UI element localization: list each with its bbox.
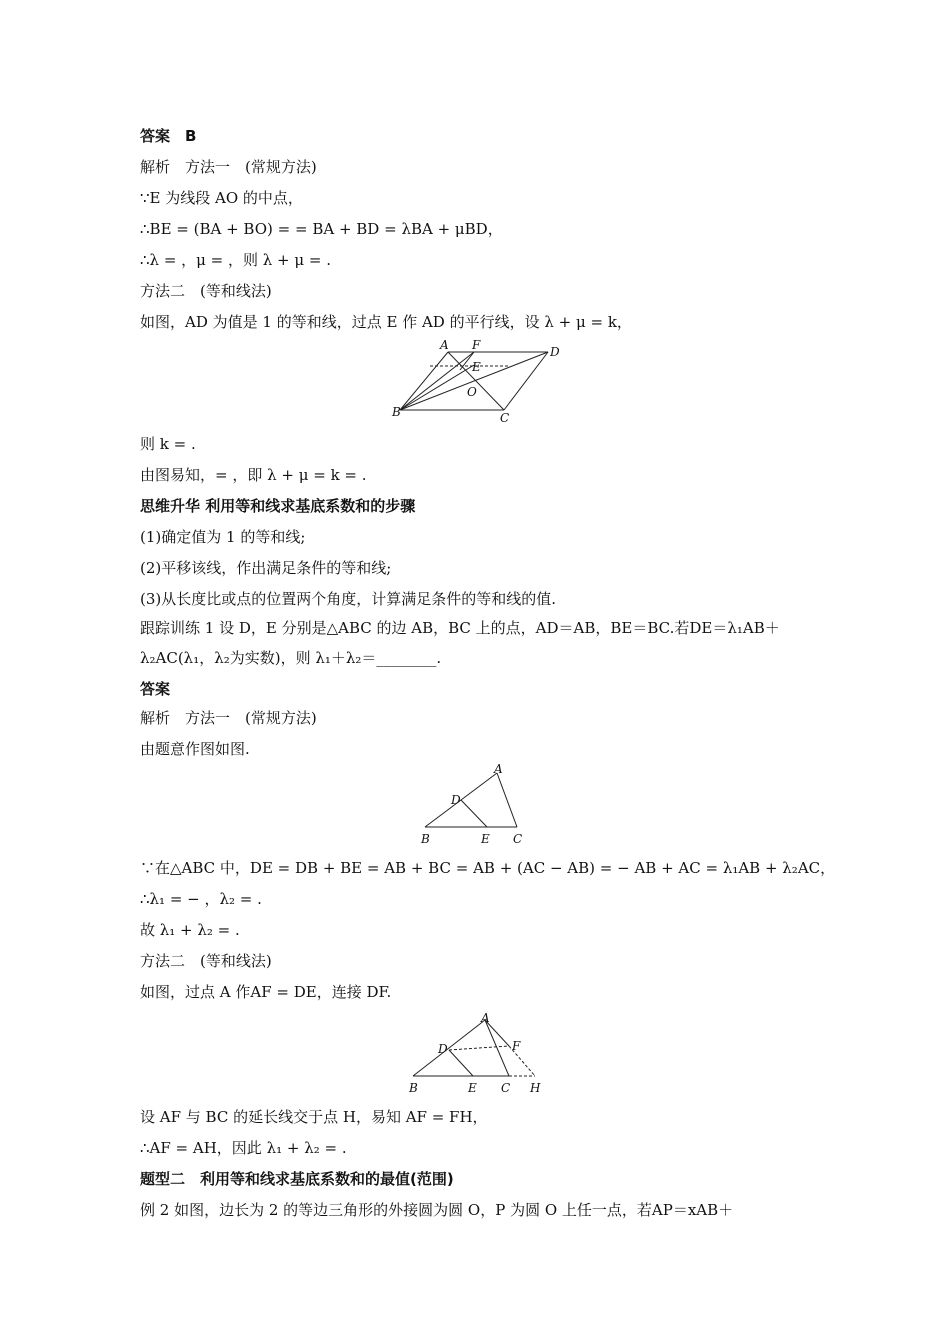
label-c: C <box>500 411 510 425</box>
section-heading: 题型二 利用等和线求基底系数和的最值(范围) <box>140 1170 454 1188</box>
label-b: B <box>392 405 401 419</box>
answer-label: 答案 <box>140 680 171 698</box>
label-c: C <box>513 832 523 846</box>
text-line: 则 k = . <box>140 435 196 453</box>
method-two-heading: 方法二 (等和线法) <box>140 282 272 300</box>
practice-question-cont: λ₂AC(λ₁，λ₂为实数)，则 λ₁＋λ₂＝________. <box>140 649 442 667</box>
text-line: ∵在△ABC 中，DE = DB + BE = AB + BC = AB + (AC − AB) = − AB + AC = λ₁AB + λ₂AC， <box>140 859 836 877</box>
label-a: A <box>494 763 503 776</box>
text-line: ∴BE = (BA + BO) = = BA + BD = λBA + μBD， <box>140 220 503 238</box>
example-2: 例 2 如图，边长为 2 的等边三角形的外接圆为圆 O，P 为圆 O 上任一点，若AP＝xAB＋ <box>140 1201 734 1219</box>
label-e: E <box>472 360 481 374</box>
text-line: ∴λ = ，μ = ，则 λ + μ = . <box>140 251 332 269</box>
answer-label: 答案 B <box>140 127 197 145</box>
text-line: 由图易知，= ，即 λ + μ = k = . <box>140 466 367 484</box>
step-3: (3)从长度比或点的位置两个角度，计算满足条件的等和线的值. <box>140 590 557 608</box>
text-line: 如图，AD 为值是 1 的等和线，过点 E 作 AD 的平行线，设 λ + μ = k， <box>140 313 632 331</box>
analysis-method-one: 解析 方法一 (常规方法) <box>140 158 317 176</box>
text-line: ∵E 为线段 AO 的中点， <box>140 189 303 207</box>
analysis-method-one: 解析 方法一 (常规方法) <box>140 709 317 727</box>
label-f: F <box>472 338 481 352</box>
step-1: (1)确定值为 1 的等和线; <box>140 528 306 546</box>
label-f: F <box>512 1039 521 1053</box>
label-o: O <box>467 385 477 399</box>
triangle-extension-figure <box>405 1010 550 1096</box>
label-a: A <box>481 1011 490 1025</box>
label-d: D <box>550 345 560 359</box>
text-line: ∴λ₁ = − ，λ₂ = . <box>140 890 262 908</box>
text-line: 如图，过点 A 作AF = DE，连接 DF. <box>140 983 392 1001</box>
triangle-figure <box>415 763 530 848</box>
text-line: ∴AF = AH，因此 λ₁ + λ₂ = . <box>140 1139 347 1157</box>
label-b: B <box>421 832 430 846</box>
method-two-heading: 方法二 (等和线法) <box>140 952 272 970</box>
label-e: E <box>481 832 490 846</box>
label-d: D <box>438 1042 448 1056</box>
label-b: B <box>409 1081 418 1095</box>
label-h: H <box>530 1081 541 1095</box>
text-line: 由题意作图如图. <box>140 740 250 758</box>
summary-heading: 思维升华 利用等和线求基底系数和的步骤 <box>140 497 416 515</box>
label-a: A <box>440 338 449 352</box>
text-line: 设 AF 与 BC 的延长线交于点 H，易知 AF = FH， <box>140 1108 488 1126</box>
step-2: (2)平移该线，作出满足条件的等和线; <box>140 559 392 577</box>
label-d: D <box>451 793 461 807</box>
text-line: 故 λ₁ + λ₂ = . <box>140 921 240 939</box>
label-c: C <box>501 1081 511 1095</box>
practice-question: 跟踪训练 1 设 D，E 分别是△ABC 的边 AB，BC 上的点，AD＝AB，BE＝BC.若DE＝λ₁AB＋ <box>140 619 780 637</box>
parallelogram-figure <box>390 338 570 426</box>
label-e: E <box>468 1081 477 1095</box>
